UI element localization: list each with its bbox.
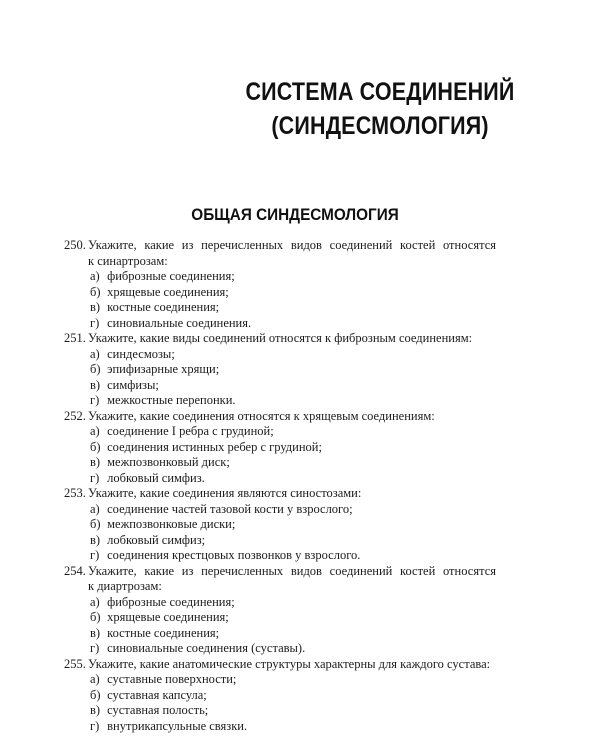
answer-option <box>64 703 496 719</box>
option-text: костные соединения; <box>107 625 220 640</box>
question-number: 250. <box>64 238 86 252</box>
option-letter: в) <box>90 625 101 640</box>
option-letter: б) <box>90 517 101 531</box>
option-letter: а) <box>90 501 100 516</box>
option-text: синдесмозы; <box>107 346 175 361</box>
answer-option <box>64 672 496 688</box>
question <box>64 409 496 487</box>
option-letter: а) <box>90 269 100 283</box>
answer-option <box>64 440 496 456</box>
option-text: симфизы; <box>107 377 159 392</box>
option-text: соединение частей тазовой кости у взрослого; <box>107 501 353 516</box>
answer-option <box>64 455 496 471</box>
answer-option <box>64 393 496 409</box>
answer-option <box>64 269 496 285</box>
question-text <box>64 486 496 502</box>
option-letter: а) <box>90 594 100 609</box>
questions-list <box>64 238 496 734</box>
question-text <box>64 657 496 673</box>
answer-option <box>64 595 496 611</box>
question-text <box>64 331 496 347</box>
option-letter: в) <box>90 703 101 717</box>
answer-option <box>64 548 496 564</box>
section-title: ОБЩАЯ СИНДЕСМОЛОГИЯ <box>191 205 399 224</box>
question-text <box>64 238 496 254</box>
chapter-title-line-2: (СИНДЕСМОЛОГИЯ) <box>271 112 489 140</box>
answer-option <box>64 610 496 626</box>
question-text <box>64 409 496 425</box>
answer-option <box>64 362 496 378</box>
question <box>64 486 496 564</box>
answer-option <box>64 424 496 440</box>
answer-option <box>64 626 496 642</box>
option-text: фиброзные соединения; <box>107 594 235 609</box>
option-text: лобковый симфиз. <box>107 470 205 485</box>
option-letter: б) <box>90 439 101 454</box>
option-letter: а) <box>90 672 100 686</box>
option-text: соединения крестцовых позвонков у взрослого. <box>107 548 361 562</box>
option-text: соединение I ребра с грудиной; <box>107 424 274 438</box>
answer-option <box>64 641 496 657</box>
question-stem: Укажите, какие анатомические структуры характерны для каждого сустава: <box>88 656 491 671</box>
question-stem: Укажите, какие соединения относятся к хрящевым соединениям: <box>88 408 435 423</box>
question <box>64 564 496 657</box>
option-text: суставная полость; <box>107 703 209 717</box>
question <box>64 657 496 735</box>
answer-option <box>64 502 496 518</box>
option-text: суставные поверхности; <box>107 672 237 686</box>
option-letter: в) <box>90 455 101 469</box>
option-letter: г) <box>90 718 100 733</box>
answer-option <box>64 300 496 316</box>
option-letter: б) <box>90 610 101 624</box>
option-text: эпифизарные хрящи; <box>107 362 220 376</box>
option-letter: б) <box>90 284 101 299</box>
answer-option <box>64 517 496 533</box>
option-letter: г) <box>90 641 100 655</box>
question-stem: Укажите, какие из перечисленных видов соединений костей относятся <box>88 238 496 252</box>
question <box>64 331 496 409</box>
question-number: 253. <box>64 486 86 500</box>
answer-option <box>64 316 496 332</box>
option-text: соединения истинных ребер с грудиной; <box>107 439 322 454</box>
question-number: 254. <box>64 563 86 578</box>
option-text: суставная капсула; <box>107 687 207 702</box>
option-text: костные соединения; <box>107 300 220 314</box>
option-letter: в) <box>90 377 101 392</box>
option-letter: а) <box>90 424 100 438</box>
option-text: фиброзные соединения; <box>107 269 235 283</box>
question-stem: Укажите, какие виды соединений относятся к фиброзным соединениям: <box>88 331 473 345</box>
question <box>64 238 496 331</box>
option-text: лобковый симфиз; <box>107 532 206 547</box>
question-stem-continued: к синартрозам: <box>88 253 168 268</box>
option-text: хрящевые соединения; <box>107 610 229 624</box>
option-text: межкостные перепонки. <box>107 393 236 407</box>
answer-option <box>64 347 496 363</box>
option-letter: в) <box>90 532 101 547</box>
answer-option <box>64 471 496 487</box>
option-letter: г) <box>90 548 100 562</box>
option-text: синовиальные соединения (суставы). <box>107 641 306 655</box>
question-number: 252. <box>64 408 86 423</box>
chapter-title-line-1: СИСТЕМА СОЕДИНЕНИЙ <box>245 78 515 106</box>
question-stem-continued: к диартрозам: <box>88 579 162 593</box>
question-number: 255. <box>64 656 86 671</box>
option-text: синовиальные соединения. <box>107 315 252 330</box>
option-letter: б) <box>90 362 101 376</box>
option-text: межпозвонковый диск; <box>107 455 230 469</box>
option-letter: а) <box>90 346 100 361</box>
option-text: межпозвонковые диски; <box>107 517 236 531</box>
answer-option <box>64 533 496 549</box>
answer-option <box>64 378 496 394</box>
option-letter: г) <box>90 315 100 330</box>
question-text <box>64 564 496 580</box>
answer-option <box>64 285 496 301</box>
question-number: 251. <box>64 331 86 345</box>
question-stem: Укажите, какие из перечисленных видов соединений костей относятся <box>88 563 496 578</box>
answer-option <box>64 688 496 704</box>
option-letter: б) <box>90 687 101 702</box>
option-text: хрящевые соединения; <box>107 284 229 299</box>
question-stem: Укажите, какие соединения являются синостозами: <box>88 486 362 500</box>
option-letter: г) <box>90 393 100 407</box>
option-letter: в) <box>90 300 101 314</box>
option-text: внутрикапсульные связки. <box>107 718 248 733</box>
answer-option <box>64 719 496 735</box>
option-letter: г) <box>90 470 100 485</box>
